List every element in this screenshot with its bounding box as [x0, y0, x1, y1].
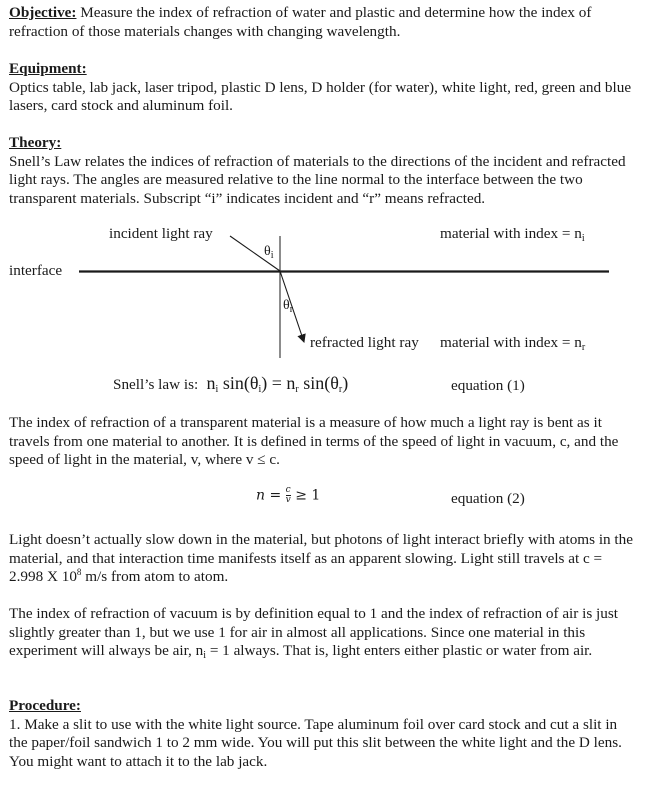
light-paragraph: Light doesn’t actually slow down in the material, but photons of light interact briefly with atoms in the material, and that interaction time manifests itself as an apparent slowing. Light still travels at c = 2.998 X $10^8$ m/s from atom to atom. [9, 531, 633, 585]
procedure-section [9, 697, 639, 771]
equation-2: n = $\frac{c}{v}$ ≥ 1 [256, 485, 321, 505]
equation-1-label: equation (1) [451, 377, 525, 394]
incident-ray-label: incident light ray [109, 225, 213, 242]
interface-label: interface [9, 262, 63, 279]
snell-law-line [113, 374, 348, 394]
objective-heading: Objective: [9, 4, 77, 21]
theta-r-label: $\theta_r$ [283, 298, 294, 315]
theory-heading: Theory: [9, 134, 62, 151]
equation-2-label: equation (2) [451, 490, 525, 507]
theory-text: Snell’s Law relates the indices of refraction of materials to the directions of the incident and refracted light rays. The angles are measured relative to the line normal to the interface between the two transparent materials. Subscript “i” indicates incident and “r” means refracted. [9, 152, 626, 207]
procedure-heading: Procedure: [9, 697, 81, 714]
index-paragraph: The index of refraction of a transparent material is a measure of how much a light ray is bent as it travels from one material to another. It is defined in terms of the speed of light in vacuum, c, and the speed of light in the material, v, where v ≤ c. [9, 414, 619, 468]
refracted-ray-label: refracted light ray [310, 334, 419, 351]
material-r-label: material with index = $n_r$ [440, 334, 586, 353]
equipment-heading: Equipment: [9, 60, 87, 77]
snell-equation: $n_i$ $\sin(\theta_i) = n_r$ $\sin(\theta_r)$ [206, 373, 349, 395]
objective-text: Measure the index of refraction of water and plastic and determine how the index of refraction of those materials changes with changing wavelength. [9, 4, 592, 40]
material-i-label: material with index = $n_i$ [440, 225, 585, 244]
vacuum-paragraph: The index of refraction of vacuum is by definition equal to 1 and the index of refraction of air is just slightly greater than 1, but we use 1 for air in almost all applications. Since one material in this experiment will always be air, $n_i = 1$ always. That is, light enters either plastic or water from air. [9, 605, 618, 661]
snell-intro: Snell’s law is: [113, 376, 199, 393]
theta-i-label: $\theta_i$ [264, 244, 274, 261]
procedure-step-1: 1. Make a slit to use with the white light source. Tape aluminum foil over card stock and cut a slit in the paper/foil sandwich 1 to 2 mm wide. You will put this slit between the white light and the D lens. You might want to attach it to the lab jack. [9, 715, 622, 770]
equipment-text: Optics table, lab jack, laser tripod, plastic D lens, D holder (for water), white light, red, green and blue lasers, card stock and aluminum foil. [9, 78, 632, 114]
